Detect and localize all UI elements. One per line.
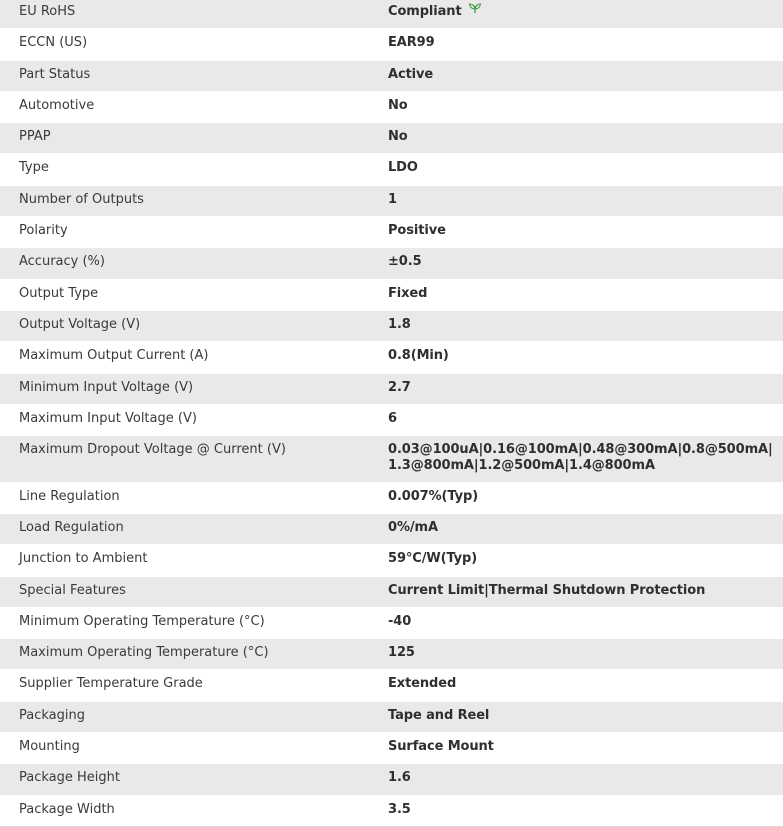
spec-value-line-2: 1.3@800mA|1.2@500mA|1.4@800mA (388, 457, 655, 473)
spec-label: Junction to Ambient (19, 551, 148, 567)
spec-label: Mounting (19, 739, 80, 755)
spec-label: Polarity (19, 223, 68, 239)
spec-value: Surface Mount (388, 739, 494, 755)
spec-label: PPAP (19, 129, 51, 145)
spec-label: Number of Outputs (19, 191, 144, 207)
spec-row-output-voltage (0, 311, 783, 342)
spec-row-polarity (0, 217, 783, 248)
spec-row-max-output-current (0, 342, 783, 373)
spec-row-max-operating-temp (0, 639, 783, 670)
spec-value: 6 (388, 410, 397, 426)
leaf-icon (468, 2, 482, 19)
spec-row-package-width (0, 796, 783, 827)
spec-value (388, 4, 783, 20)
spec-value: 125 (388, 645, 415, 661)
spec-value: Current Limit|Thermal Shutdown Protection (388, 582, 706, 598)
spec-row-line-regulation (0, 483, 783, 514)
spec-value: -40 (388, 613, 412, 629)
spec-row-eu-rohs (0, 0, 783, 29)
spec-row-junction-to-ambient (0, 545, 783, 576)
spec-label: Maximum Dropout Voltage @ Current (V) (19, 442, 286, 458)
spec-value: Active (388, 66, 434, 82)
spec-row-package-height (0, 764, 783, 795)
spec-value: 1.8 (388, 316, 411, 332)
spec-label: Load Regulation (19, 519, 124, 535)
spec-label: Maximum Output Current (A) (19, 348, 209, 364)
spec-value: LDO (388, 160, 418, 176)
spec-value: ±0.5 (388, 254, 422, 270)
spec-value: 0.8(Min) (388, 348, 449, 364)
spec-label: Type (19, 160, 49, 176)
spec-value (388, 442, 783, 473)
spec-value: No (388, 97, 408, 113)
spec-value: Positive (388, 223, 446, 239)
spec-label: Special Features (19, 582, 126, 598)
spec-row-output-type (0, 280, 783, 311)
spec-label: Packaging (19, 707, 85, 723)
spec-value: 59°C/W(Typ) (388, 551, 478, 567)
spec-row-max-dropout-voltage (0, 436, 783, 483)
spec-label: Maximum Input Voltage (V) (19, 410, 197, 426)
spec-label: Package Width (19, 801, 115, 817)
spec-row-supplier-temp-grade (0, 670, 783, 701)
spec-value: No (388, 129, 408, 145)
spec-value: 0%/mA (388, 519, 438, 535)
spec-row-load-regulation (0, 514, 783, 545)
spec-label: Maximum Operating Temperature (°C) (19, 645, 269, 661)
spec-row-number-of-outputs (0, 186, 783, 217)
spec-label: Line Regulation (19, 488, 120, 504)
spec-value: 0.007%(Typ) (388, 488, 479, 504)
spec-label: Part Status (19, 66, 91, 82)
spec-value-text: Compliant (388, 4, 462, 19)
spec-value-line-1: 0.03@100uA|0.16@100mA|0.48@300mA|0.8@500mA| (388, 442, 773, 458)
spec-value: 1 (388, 191, 397, 207)
spec-row-special-features (0, 577, 783, 608)
spec-label: Accuracy (%) (19, 254, 105, 270)
spec-row-type (0, 154, 783, 185)
spec-label: ECCN (US) (19, 35, 88, 51)
spec-row-ppap (0, 123, 783, 154)
spec-value: Extended (388, 676, 457, 692)
spec-row-automotive (0, 92, 783, 123)
spec-label: Minimum Operating Temperature (°C) (19, 613, 265, 629)
spec-value: EAR99 (388, 35, 435, 51)
spec-row-part-status (0, 61, 783, 92)
spec-label: Minimum Input Voltage (V) (19, 379, 194, 395)
spec-row-packaging (0, 702, 783, 733)
spec-label: EU RoHS (19, 4, 76, 19)
spec-value: Tape and Reel (388, 707, 490, 723)
spec-value: 2.7 (388, 379, 411, 395)
spec-value: 3.5 (388, 801, 411, 817)
spec-value: Fixed (388, 285, 428, 301)
spec-value: 1.6 (388, 770, 411, 786)
spec-row-min-input-voltage (0, 374, 783, 405)
spec-label: Output Type (19, 285, 99, 301)
spec-label: Output Voltage (V) (19, 316, 141, 332)
spec-row-max-input-voltage (0, 405, 783, 436)
spec-label: Automotive (19, 97, 95, 113)
spec-label: Supplier Temperature Grade (19, 676, 203, 692)
spec-row-min-operating-temp (0, 608, 783, 639)
spec-row-accuracy (0, 248, 783, 279)
spec-row-eccn (0, 29, 783, 60)
spec-label: Package Height (19, 770, 120, 786)
spec-row-mounting (0, 733, 783, 764)
